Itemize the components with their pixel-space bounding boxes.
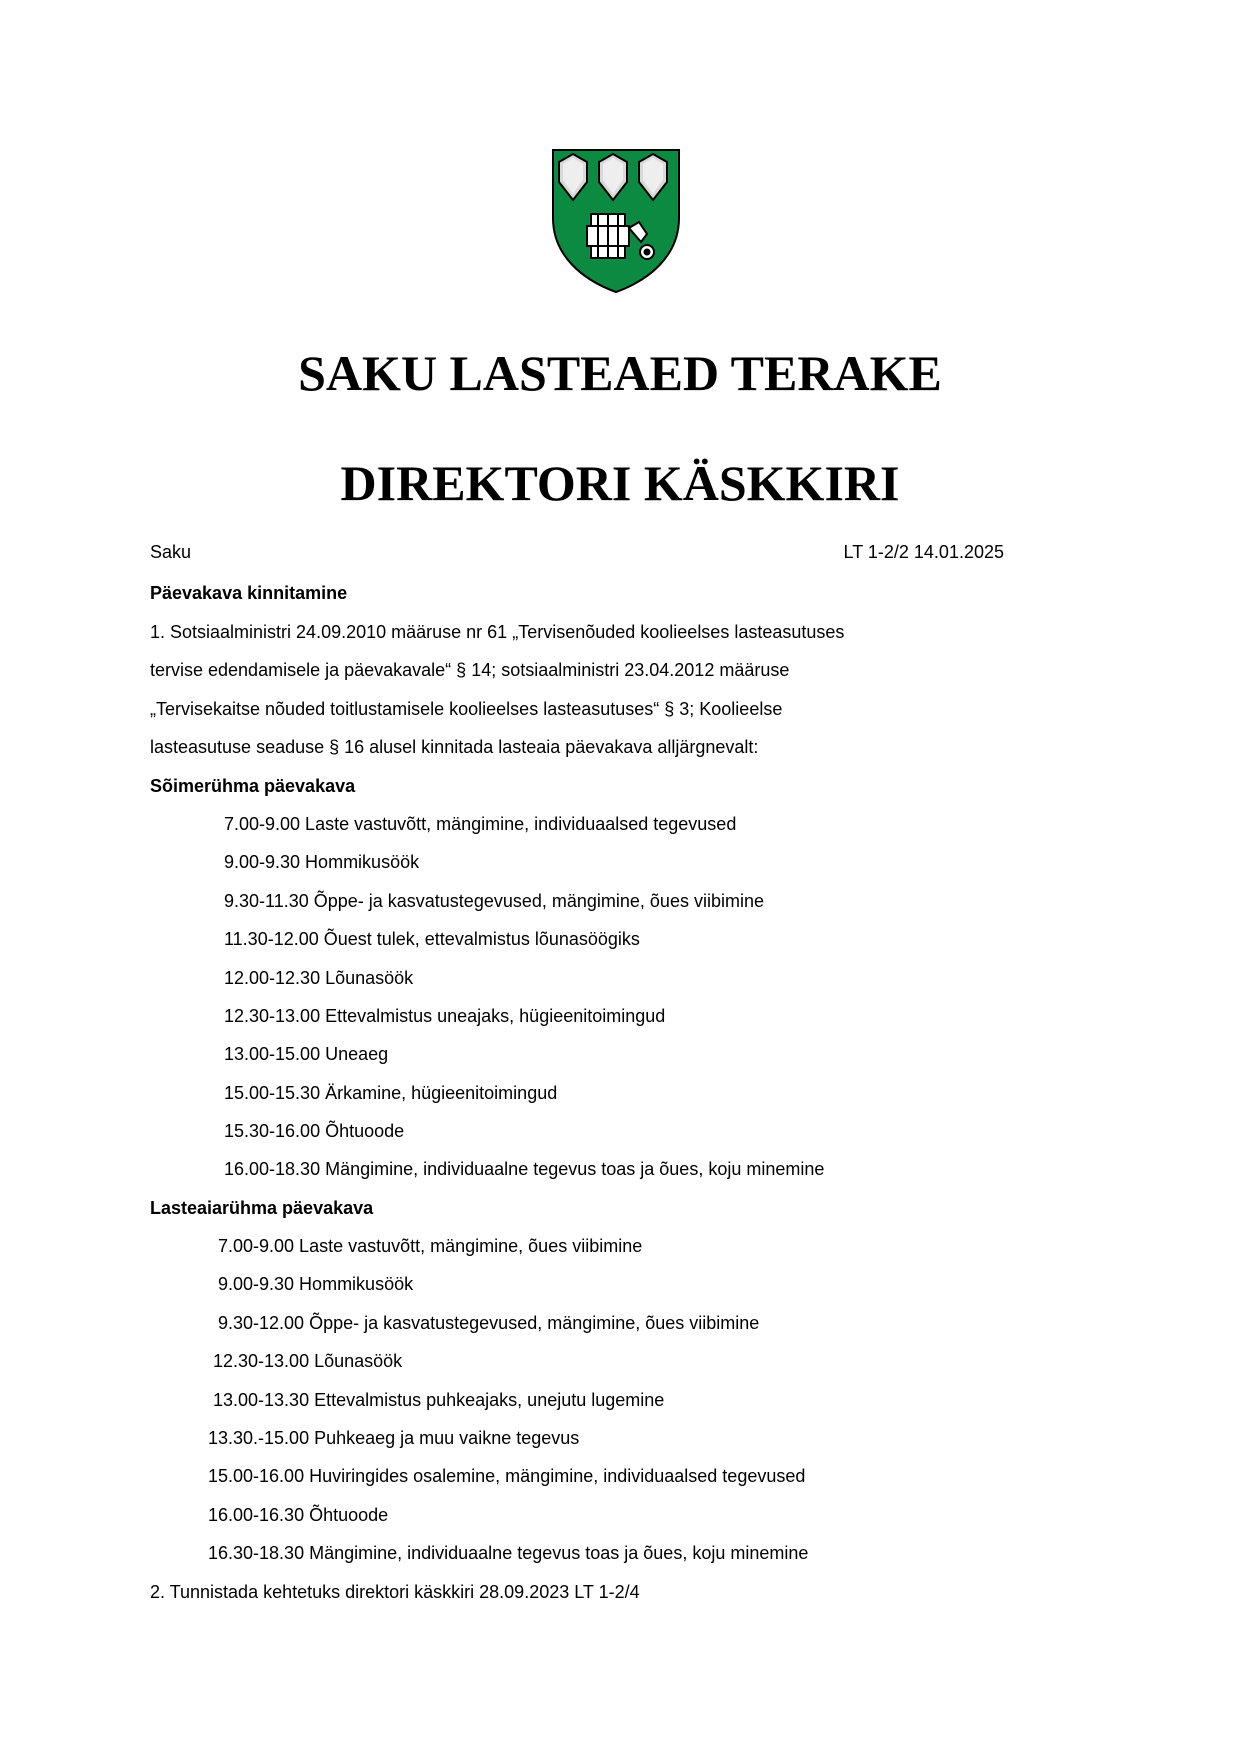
schedule-item: 12.00-12.30 Lõunasöök xyxy=(224,968,414,988)
paragraph1-line: lasteasutuse seaduse § 16 alusel kinnitada lasteaia päevakava alljärgnevalt: xyxy=(150,737,759,757)
paragraph1-line: tervise edendamisele ja päevakavale“ § 14; sotsiaalministri 23.04.2012 määruse xyxy=(150,660,790,680)
schedule-item: 9.00-9.30 Hommikusöök xyxy=(224,852,420,872)
schedule-item: 16.00-18.30 Mängimine, individuaalne tegevus toas ja õues, koju minemine xyxy=(224,1159,825,1179)
kindergarten-schedule-heading: Lasteaiarühma päevakava xyxy=(150,1198,374,1218)
schedule-item: 9.00-9.30 Hommikusöök xyxy=(218,1274,414,1294)
schedule-item: 16.00-16.30 Õhtuoode xyxy=(208,1505,389,1525)
schedule-item: 13.30.-15.00 Puhkeaeg ja muu vaikne tegevus xyxy=(208,1428,580,1448)
document-reference: LT 1-2/2 14.01.2025 xyxy=(843,542,1004,562)
schedule-item: 9.30-12.00 Õppe- ja kasvatustegevused, mängimine, õues viibimine xyxy=(218,1313,760,1333)
schedule-item: 16.30-18.30 Mängimine, individuaalne tegevus toas ja õues, koju minemine xyxy=(208,1543,809,1563)
schedule-item: 7.00-9.00 Laste vastuvõtt, mängimine, individuaalsed tegevused xyxy=(224,814,737,834)
saku-coat-of-arms-icon xyxy=(551,148,681,294)
place-label: Saku xyxy=(150,542,192,562)
nursery-schedule-heading: Sõimerühma päevakava xyxy=(150,776,356,796)
subject-heading: Päevakava kinnitamine xyxy=(150,583,348,603)
schedule-item: 9.30-11.30 Õppe- ja kasvatustegevused, mängimine, õues viibimine xyxy=(224,891,764,911)
paragraph1-line: „Tervisekaitse nõuded toitlustamisele koolieelses lasteasutuses“ § 3; Koolieelse xyxy=(150,699,783,719)
institution-title: SAKU LASTEAED TERAKE xyxy=(298,345,942,401)
schedule-item: 15.00-16.00 Huviringides osalemine, mängimine, individuaalsed tegevused xyxy=(208,1466,806,1486)
schedule-item: 13.00-13.30 Ettevalmistus puhkeajaks, unejutu lugemine xyxy=(213,1390,665,1410)
schedule-item: 13.00-15.00 Uneaeg xyxy=(224,1044,389,1064)
schedule-item: 11.30-12.00 Õuest tulek, ettevalmistus lõunasöögiks xyxy=(224,929,640,949)
paragraph1-line: 1. Sotsiaalministri 24.09.2010 määruse nr 61 „Tervisenõuded koolieelses lasteasutuses xyxy=(150,622,845,642)
schedule-item: 15.00-15.30 Ärkamine, hügieenitoimingud xyxy=(224,1083,558,1103)
schedule-item: 7.00-9.00 Laste vastuvõtt, mängimine, õues viibimine xyxy=(218,1236,643,1256)
schedule-item: 15.30-16.00 Õhtuoode xyxy=(224,1121,405,1141)
paragraph2: 2. Tunnistada kehtetuks direktori käskkiri 28.09.2023 LT 1-2/4 xyxy=(150,1582,640,1602)
document-type-title: DIREKTORI KÄSKKIRI xyxy=(340,455,900,511)
schedule-item: 12.30-13.00 Ettevalmistus uneajaks, hügieenitoimingud xyxy=(224,1006,666,1026)
schedule-item: 12.30-13.00 Lõunasöök xyxy=(213,1351,403,1371)
